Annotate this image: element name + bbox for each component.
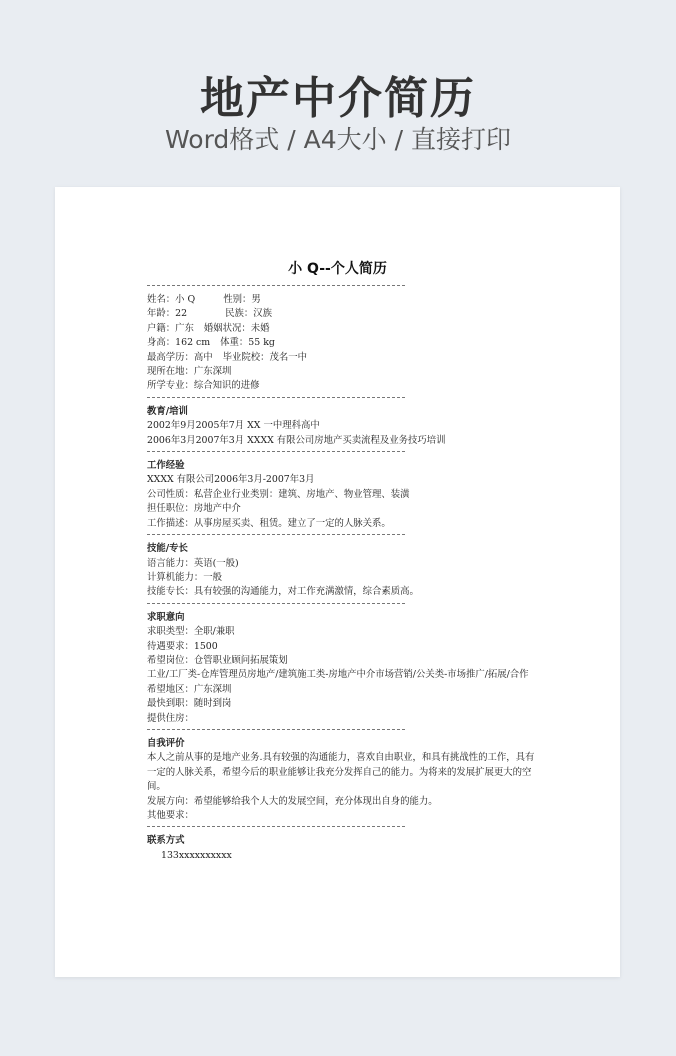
intent-section-title: 求职意向 bbox=[147, 611, 185, 623]
divider bbox=[147, 534, 405, 535]
gender-label: 性别： bbox=[223, 294, 252, 305]
intent-line: 最快到职：随时到岗 bbox=[147, 698, 232, 710]
school-label: 毕业院校： bbox=[222, 351, 270, 363]
divider bbox=[147, 729, 405, 730]
divider bbox=[147, 603, 405, 604]
basic-row-hukou bbox=[147, 322, 537, 336]
basic-row-major bbox=[147, 379, 537, 393]
hukou-label: 户籍： bbox=[147, 322, 176, 334]
work-section-title: 工作经验 bbox=[147, 460, 185, 472]
name-label: 姓名： bbox=[147, 294, 176, 305]
location-value: 广东深圳 bbox=[193, 366, 232, 378]
intent-line: 工业/工厂类-仓库管理员房地产/建筑施工类-房地产中介市场营销/公关类-市场推广/拓展/合作 bbox=[147, 669, 529, 681]
self-eval-line: 其他要求： bbox=[147, 810, 194, 821]
contact-section-title: 联系方式 bbox=[147, 835, 185, 847]
work-line: 担任职位：房地产中介 bbox=[147, 503, 241, 515]
ethnicity-label: 民族： bbox=[225, 308, 254, 320]
height-label: 身高： bbox=[147, 337, 176, 349]
age-value: 22 bbox=[175, 308, 188, 320]
divider bbox=[147, 397, 405, 398]
basic-row-age bbox=[147, 307, 537, 321]
work-line: 公司性质：私营企业行业类别：建筑、房地产、物业管理、装潢 bbox=[147, 488, 410, 500]
education-label: 最高学历： bbox=[147, 351, 194, 363]
work-line: XXXX 有限公司2006年3月-2007年3月 bbox=[147, 474, 315, 486]
name-value: 小 Q bbox=[175, 294, 196, 305]
weight-label: 体重： bbox=[220, 337, 249, 349]
major-value: 综合知识的进修 bbox=[193, 380, 260, 392]
ethnicity-value: 汉族 bbox=[253, 308, 272, 320]
banner-title: 地产中介简历 bbox=[200, 73, 476, 124]
education-value: 高中 bbox=[193, 351, 213, 363]
self-eval-section-title: 自我评价 bbox=[147, 737, 185, 749]
divider bbox=[147, 826, 405, 827]
skills-line: 计算机能力：一般 bbox=[147, 571, 223, 583]
skills-section-title: 技能/专长 bbox=[147, 543, 188, 555]
weight-value: 55 kg bbox=[248, 337, 275, 349]
intent-line: 提供住房： bbox=[147, 712, 194, 724]
hukou-value: 广东 bbox=[175, 322, 194, 334]
age-label: 年龄： bbox=[147, 308, 176, 320]
intent-line: 求职类型：全职/兼职 bbox=[147, 626, 235, 638]
marital-label: 婚姻状况： bbox=[203, 322, 251, 334]
basic-row-location bbox=[147, 365, 537, 379]
marital-value: 未婚 bbox=[250, 322, 270, 334]
height-value: 162 cm bbox=[175, 337, 211, 349]
skills-line: 语言能力：英语(一般) bbox=[147, 557, 239, 569]
self-eval-line: 本人之前从事的是地产业务.具有较强的沟通能力，喜欢自由职业，和具有挑战性的工作，具有一定的人脉关系，希望今后的职业能够让我充分发挥自己的能力。为将来的发展扩展更大的空间。 bbox=[147, 752, 535, 793]
resume-title: 小 Q--个人简历 bbox=[288, 261, 387, 277]
education-section-title: 教育/培训 bbox=[147, 405, 188, 417]
basic-row-height bbox=[147, 336, 537, 350]
intent-line: 希望岗位：仓管职业顾问拓展策划 bbox=[147, 654, 288, 666]
intent-line: 待遇要求：1500 bbox=[147, 640, 218, 652]
gender-value: 男 bbox=[251, 294, 261, 305]
basic-row-education bbox=[147, 351, 537, 365]
resume-page bbox=[55, 187, 620, 977]
contact-phone: 133xxxxxxxxxx bbox=[161, 849, 232, 861]
education-item: 2002年9月2005年7月 XX 一中理科高中 bbox=[147, 420, 320, 432]
school-value: 茂名一中 bbox=[269, 351, 308, 363]
basic-row-name bbox=[147, 293, 537, 307]
skills-line: 技能专长：具有较强的沟通能力，对工作充满激情，综合素质高。 bbox=[147, 586, 419, 598]
intent-line: 希望地区：广东深圳 bbox=[147, 683, 232, 695]
divider bbox=[147, 451, 405, 452]
major-label: 所学专业： bbox=[147, 380, 194, 392]
location-label: 现所在地： bbox=[147, 366, 194, 378]
divider bbox=[147, 285, 405, 286]
resume-content bbox=[147, 282, 537, 863]
self-eval-line: 发展方向：希望能够给我个人大的发展空间，充分体现出自身的能力。 bbox=[147, 795, 438, 807]
work-line: 工作描述：从事房屋买卖、租赁。建立了一定的人脉关系。 bbox=[147, 517, 391, 529]
banner-subtitle: Word格式 / A4大小 / 直接打印 bbox=[165, 125, 511, 154]
education-item: 2006年3月2007年3月 XXXX 有限公司房地产买卖流程及业务技巧培训 bbox=[147, 434, 446, 446]
